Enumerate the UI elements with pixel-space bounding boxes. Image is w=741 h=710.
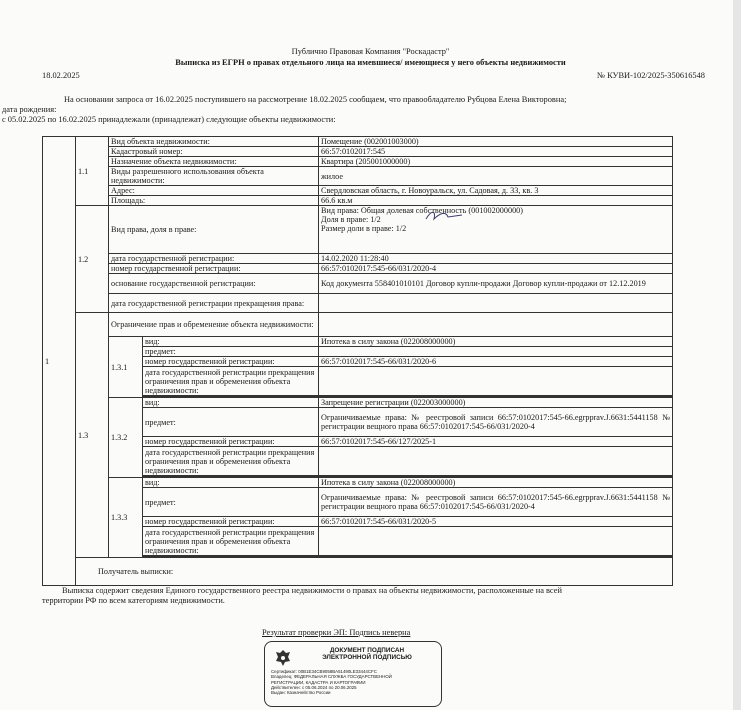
r3-subject-value: Ограничиваемые права: № реестровой записи 66:57:0102017:545-66.egrpprav.J.6631:5441158 № регистрации вещного права 66:57:0102017:545-66/031/2020-4 [319,488,673,517]
r1-subject-value [319,347,673,357]
r2-kind-label: вид: [143,398,319,408]
purpose-label: Назначение объекта недвижимости: [109,157,319,167]
r2-subject-value: Ограничиваемые права: № реестровой записи 66:57:0102017:545-66.egrpprav.J.6631:5441158 № регистрации вещного права 66:57:0102017:545-66/031/2020-4 [319,408,673,437]
footer-note-line-2: территории РФ по всем категориям недвижимости. [42,596,225,605]
stamp-owner-line-2: РЕГИСТРАЦИИ, КАДАСТРА И КАРТОГРАФИИ [271,679,366,685]
right-kind-value: Вид права: Общая долевая собственность (001002000000) [321,206,523,215]
r1-end-value [319,367,673,396]
permitted-use-label: Виды разрешенного использования объекта недвижимости: [109,167,319,186]
property-table [42,136,673,586]
r1-number-label: номер государственной регистрации: [143,357,319,367]
stamp-owner-line-1: Владелец: ФЕДЕРАЛЬНАЯ СЛУЖБА ГОСУДАРСТВЕННОЙ [271,674,392,680]
intro-line-1: На основании запроса от 16.02.2025 поступившего на рассмотрение 18.02.2025 сообщаем, что правообладателю Рубцова Елена Викторовна; [64,95,567,104]
r3-subject-label: предмет: [143,488,319,517]
cadastral-value: 66:57:0102017:545 [319,147,673,157]
stamp-title-2: ЭЛЕКТРОННОЙ ПОДПИСЬЮ [322,654,412,662]
section-1-2: 1.2 [76,206,109,313]
r2-subject-label: предмет: [143,408,319,437]
section-1-3-3: 1.3.3 [109,478,143,558]
r3-kind-value: Ипотека в силу закона (022008000000) [319,478,673,488]
electronic-signature-stamp [264,641,442,707]
right-share-value: Доля в праве: 1/2 [321,215,381,224]
registration-basis-value: Код документа 558401010101 Договор купли-продажи Договор купли-продажи от 12.12.2019 [319,274,673,294]
scan-edge [733,0,741,710]
r3-end-label: дата государственной регистрации прекращения ограничения прав и обременения объекта недвижимости: [143,527,319,556]
object-kind-value: Помещение (002001003000) [319,137,673,147]
registration-number-value: 66:57:0102017:545-66/031/2020-4 [319,264,673,274]
r2-end-value [319,447,673,476]
registration-date-label: дата государственной регистрации: [109,254,319,264]
company-name: Публично Правовая Компания "Роскадастр" [291,47,450,56]
registration-date-value: 14.02.2020 11:28:40 [319,254,673,264]
termination-date-value [319,294,673,313]
right-label: Вид права, доля в праве: [109,206,319,254]
r3-kind-label: вид: [143,478,319,488]
r3-end-value [319,527,673,556]
termination-date-label: дата государственной регистрации прекращения права: [109,294,319,313]
r1-end-label: дата государственной регистрации прекращения ограничения прав и обременения объекта недвижимости: [143,367,319,396]
row-number-1: 1 [43,137,76,586]
r1-kind-label: вид: [143,337,319,347]
r2-kind-value: Запрещение регистрации (022003000000) [319,398,673,408]
restrictions-label: Ограничение прав и обременение объекта недвижимости: [109,313,319,337]
area-label: Площадь: [109,196,319,206]
intro-line-3: с 05.02.2025 по 16.02.2025 принадлежали (принадлежат) следующие объекты недвижимости: [2,115,336,124]
object-kind-label: Вид объекта недвижимости: [109,137,319,147]
document-date: 18.02.2025 [42,71,80,80]
r1-kind-value: Ипотека в силу закона (022008000000) [319,337,673,347]
area-value: 66.6 кв.м [319,196,673,206]
stamp-certificate: Сертификат: 00B1E34CB9058BA51490LE33444CFC [271,669,377,674]
r1-subject-label: предмет: [143,347,319,357]
section-1-3-1: 1.3.1 [109,337,143,398]
coat-of-arms-icon [273,648,293,668]
address-value: Свердловская область, г. Новоуральск, ул. Садовая, д. 33, кв. 3 [319,186,673,196]
stamp-title-1: ДОКУМЕНТ ПОДПИСАН [329,647,405,654]
document-title: Выписка из ЕГРН о правах отдельного лица на имевшиеся/ имеющиеся у него объекты недвижимости [175,58,566,67]
address-label: Адрес: [109,186,319,196]
document-number: № КУВИ-102/2025-350616548 [597,71,705,80]
stamp-valid: Действителен: с 05.06.2024 по 20.06.2025 [271,684,357,690]
r2-number-label: номер государственной регистрации: [143,437,319,447]
footer-note-line-1: Выписка содержит сведения Единого государственного реестра недвижимости о правах на объекты недвижимости, расположенные на всей [62,586,562,595]
permitted-use-value: жилое [319,167,673,186]
r1-number-value: 66:57:0102017:545-66/031/2020-6 [319,357,673,367]
section-1-3: 1.3 [76,313,109,558]
r2-end-label: дата государственной регистрации прекращения ограничения прав и обременения объекта недвижимости: [143,447,319,476]
r2-number-value: 66:57:0102017:545-66/127/2025-1 [319,437,673,447]
purpose-value: Квартира (205001000000) [319,157,673,167]
section-1-3-2: 1.3.2 [109,398,143,478]
signature-check-result: Результат проверки ЭП: Подпись неверна [262,628,411,637]
right-share-size-value: Размер доли в праве: 1/2 [321,224,407,233]
intro-line-2: дата рождения: [2,105,57,114]
handwritten-signature [424,207,464,223]
cadastral-label: Кадастровый номер: [109,147,319,157]
r3-number-value: 66:57:0102017:545-66/031/2020-5 [319,517,673,527]
section-1-1: 1.1 [76,137,109,206]
r3-number-label: номер государственной регистрации: [143,517,319,527]
registration-number-label: номер государственной регистрации: [109,264,319,274]
registration-basis-label: основание государственной регистрации: [109,274,319,294]
stamp-issuer: Выдан: Казначейство России [271,690,331,696]
recipient-label: Получатель выписки: [76,558,673,586]
